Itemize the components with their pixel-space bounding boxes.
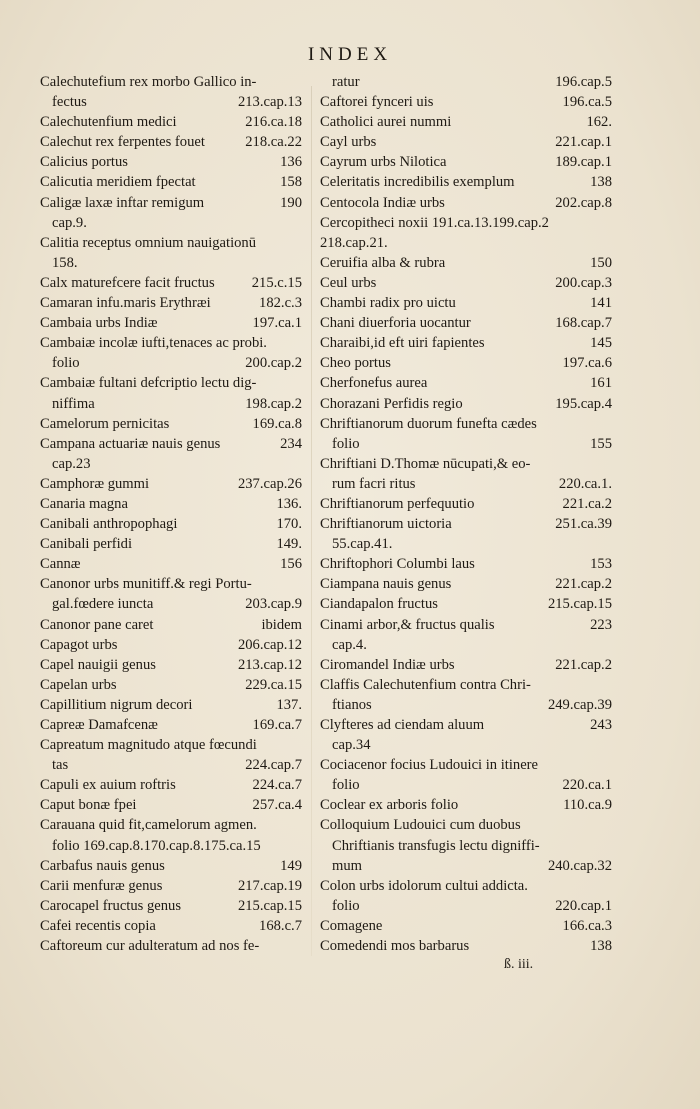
- entry-text: cap.4.: [332, 636, 367, 653]
- index-entry: [320, 635, 612, 655]
- entry-text: Capelan urbs: [40, 676, 117, 693]
- entry-text: Colloquium Ludouici cum duobus: [320, 817, 521, 834]
- index-entry: [40, 152, 302, 172]
- entry-page-ref: 220.ca.1.: [558, 475, 612, 492]
- entry-text: mum: [332, 857, 362, 874]
- entry-text: Capillitium nigrum decori: [40, 696, 193, 713]
- index-entry: [320, 253, 612, 273]
- entry-text: Chani diuerforia uocantur: [320, 315, 471, 332]
- index-entry: [320, 494, 612, 514]
- index-entry: [40, 836, 302, 856]
- index-entry: [40, 615, 302, 635]
- entry-page-ref: 216.ca.18: [245, 114, 302, 131]
- entry-text: Ceul urbs: [320, 274, 377, 291]
- entry-text: Chriftiani D.Thomæ nūcupati,& eo-: [320, 455, 531, 472]
- index-entry: [40, 675, 302, 695]
- entry-text: Chriftianis transfugis lectu digniffi-: [332, 837, 540, 854]
- index-entry: [320, 615, 612, 635]
- entry-page-ref: 156: [280, 556, 302, 573]
- entry-text: Calicutia meridiem fpectat: [40, 174, 196, 191]
- index-entry: [320, 353, 612, 373]
- entry-page-ref: 149.: [276, 536, 302, 553]
- index-entry: [40, 373, 302, 393]
- entry-text: Canonor pane caret: [40, 616, 154, 633]
- index-entry: [320, 213, 612, 233]
- entry-text: Canibali anthropophagi: [40, 516, 178, 533]
- entry-text: Calx maturefcere facit fructus: [40, 274, 215, 291]
- entry-text: 218.cap.21.: [320, 234, 388, 251]
- index-entry: [40, 72, 302, 92]
- index-entry: [320, 474, 612, 494]
- entry-text: gal.fœdere iuncta: [52, 596, 154, 613]
- entry-page-ref: 197.ca.6: [562, 355, 612, 372]
- entry-text: Chriftianorum perfequutio: [320, 495, 475, 512]
- entry-page-ref: 169.ca.8: [252, 415, 302, 432]
- entry-text: ftianos: [332, 696, 372, 713]
- entry-text: folio 169.cap.8.170.cap.8.175.ca.15: [52, 837, 261, 854]
- index-entry: [320, 856, 612, 876]
- entry-page-ref: 145: [590, 335, 612, 352]
- entry-page-ref: 224.cap.7: [245, 757, 302, 774]
- index-entry: [320, 655, 612, 675]
- entry-text: Capagot urbs: [40, 636, 118, 653]
- index-entry: [40, 936, 302, 956]
- entry-text: niffima: [52, 395, 95, 412]
- index-entry: [40, 313, 302, 333]
- index-entry: [320, 594, 612, 614]
- entry-page-ref: 162.: [586, 114, 612, 131]
- entry-text: cap.23: [52, 455, 91, 472]
- entry-text: Chorazani Perfidis regio: [320, 395, 463, 412]
- index-entry: [320, 293, 612, 313]
- entry-page-ref: 196.ca.5: [562, 94, 612, 111]
- entry-page-ref: 110.ca.9: [563, 797, 612, 814]
- index-entry: [40, 715, 302, 735]
- entry-text: Cambaiæ fultani defcriptio lectu dig-: [40, 375, 257, 392]
- entry-page-ref: 234: [280, 435, 302, 452]
- index-entry: [40, 92, 302, 112]
- entry-text: Cannæ: [40, 556, 81, 573]
- entry-text: Ciampana nauis genus: [320, 576, 452, 593]
- index-entry: [40, 775, 302, 795]
- entry-page-ref: 221.cap.2: [555, 576, 612, 593]
- entry-text: Catholici aurei nummi: [320, 114, 452, 131]
- entry-text: Camphoræ gummi: [40, 475, 150, 492]
- index-entry: [40, 353, 302, 373]
- entry-text: Cambaia urbs Indiæ: [40, 315, 158, 332]
- index-entry: [40, 815, 302, 835]
- index-entry: [320, 534, 612, 554]
- index-entry: [40, 735, 302, 755]
- index-entry: [320, 132, 612, 152]
- entry-text: 158.: [52, 254, 78, 271]
- index-entry: [320, 896, 612, 916]
- entry-text: Ciandapalon fructus: [320, 596, 438, 613]
- index-entry: [40, 233, 302, 253]
- index-entry: [40, 876, 302, 896]
- entry-text: cap.9.: [52, 214, 87, 231]
- index-entry: [320, 313, 612, 333]
- entry-text: Caligæ laxæ inftar remigum: [40, 194, 205, 211]
- entry-page-ref: 169.ca.7: [252, 717, 302, 733]
- entry-text: Capreatum magnitudo atque fœcundi: [40, 737, 257, 754]
- entry-text: Caput bonæ fpei: [40, 797, 137, 814]
- entry-text: 55.cap.41.: [332, 536, 393, 553]
- entry-text: Caftoreum cur adulteratum ad nos fe-: [40, 938, 260, 955]
- entry-text: Carbafus nauis genus: [40, 857, 165, 874]
- index-entry: [40, 474, 302, 494]
- index-entry: [320, 755, 612, 775]
- entry-text: Calechutenfium medici: [40, 114, 177, 131]
- entry-page-ref: 215.cap.15: [547, 596, 612, 613]
- entry-text: folio: [332, 435, 360, 452]
- page-title: INDEX: [307, 44, 393, 65]
- entry-text: Clyfteres ad ciendam aluum: [320, 717, 485, 733]
- index-entry: [320, 574, 612, 594]
- entry-page-ref: 249.cap.39: [547, 696, 612, 713]
- index-entry: [320, 876, 612, 896]
- entry-text: Claffis Calechutenfium contra Chri-: [320, 676, 531, 693]
- entry-text: Canibali perfidi: [40, 536, 132, 553]
- index-entry: [320, 193, 612, 213]
- entry-text: fectus: [52, 94, 87, 111]
- entry-text: Calechutefium rex morbo Gallico in-: [40, 74, 257, 90]
- entry-text: Cherfonefus aurea: [320, 375, 428, 392]
- entry-text: rum facri ritus: [332, 475, 416, 492]
- entry-text: Canaria magna: [40, 495, 128, 512]
- entry-page-ref: 168.cap.7: [555, 315, 612, 332]
- index-entry: [320, 112, 612, 132]
- signature-mark: ß. iii.: [504, 957, 534, 972]
- index-entry: [40, 514, 302, 534]
- entry-text: Camelorum pernicitas: [40, 415, 170, 432]
- entry-page-ref: 168.c.7: [259, 917, 302, 934]
- entry-page-ref: 229.ca.15: [245, 676, 302, 693]
- index-entry: [40, 655, 302, 675]
- entry-page-ref: 218.ca.22: [245, 134, 302, 151]
- entry-page-ref: 215.cap.15: [237, 897, 302, 914]
- index-entry: [40, 394, 302, 414]
- index-entry: [320, 936, 612, 956]
- index-entry: [320, 554, 612, 574]
- index-entry: [40, 856, 302, 876]
- index-entry: [320, 695, 612, 715]
- entry-text: Cafei recentis copia: [40, 917, 156, 934]
- index-entry: [320, 775, 612, 795]
- index-column-left: [40, 72, 302, 956]
- entry-page-ref: 221.cap.1: [555, 134, 612, 151]
- entry-text: Cheo portus: [320, 355, 391, 372]
- entry-text: Carocapel fructus genus: [40, 897, 182, 914]
- index-entry: [40, 795, 302, 815]
- index-entry: [40, 193, 302, 213]
- entry-page-ref: 200.cap.2: [245, 355, 302, 372]
- entry-text: Coclear ex arboris folio: [320, 797, 459, 814]
- entry-page-ref: 223: [590, 616, 612, 633]
- index-entry: [40, 574, 302, 594]
- entry-text: Carii menfuræ genus: [40, 877, 163, 894]
- entry-page-ref: 213.cap.12: [237, 656, 302, 673]
- entry-text: Cayrum urbs Nilotica: [320, 154, 447, 171]
- index-entry: [40, 554, 302, 574]
- index-entry: [40, 293, 302, 313]
- entry-page-ref: 136.: [276, 495, 302, 512]
- entry-text: Ceruifia alba & rubra: [320, 254, 446, 271]
- entry-page-ref: 206.cap.12: [237, 636, 302, 653]
- entry-page-ref: 202.cap.8: [555, 194, 612, 211]
- entry-text: Chambi radix pro uictu: [320, 295, 456, 312]
- index-entry: [320, 715, 612, 735]
- entry-page-ref: 195.cap.4: [555, 395, 612, 412]
- index-entry: [320, 735, 612, 755]
- entry-text: Cambaiæ incolæ iufti,tenaces ac probi.: [40, 335, 267, 352]
- entry-text: Ciromandel Indiæ urbs: [320, 656, 455, 673]
- index-entry: [40, 534, 302, 554]
- index-entry: [320, 414, 612, 434]
- index-entry: [320, 92, 612, 112]
- index-entry: [40, 132, 302, 152]
- index-entry: [40, 333, 302, 353]
- entry-page-ref: 153: [590, 556, 612, 573]
- entry-text: cap.34: [332, 737, 371, 754]
- entry-text: ratur: [332, 74, 360, 90]
- entry-page-ref: 137.: [276, 696, 302, 713]
- index-entry: [320, 333, 612, 353]
- index-entry: [40, 916, 302, 936]
- entry-page-ref: 138: [590, 938, 612, 955]
- entry-text: Calitia receptus omnium nauigationū: [40, 234, 257, 251]
- index-entry: [40, 172, 302, 192]
- entry-page-ref: 196.cap.5: [555, 74, 612, 90]
- index-entry: [40, 635, 302, 655]
- entry-text: Cociacenor focius Ludouici in itinere: [320, 757, 539, 774]
- entry-page-ref: 217.cap.19: [237, 877, 302, 894]
- entry-page-ref: 243: [590, 717, 612, 733]
- index-entry: [40, 253, 302, 273]
- index-entry: [320, 233, 612, 253]
- entry-text: folio: [52, 355, 80, 372]
- entry-page-ref: 251.ca.39: [555, 516, 612, 533]
- entry-text: folio: [332, 897, 360, 914]
- entry-page-ref: 166.ca.3: [562, 917, 612, 934]
- entry-page-ref: 237.cap.26: [237, 475, 302, 492]
- entry-page-ref: 138: [590, 174, 612, 191]
- entry-text: Calechut rex ferpentes fouet: [40, 134, 205, 151]
- index-entry: [40, 414, 302, 434]
- entry-text: Chriftianorum uictoria: [320, 516, 452, 533]
- index-entry: [320, 815, 612, 835]
- entry-text: folio: [332, 777, 360, 794]
- entry-page-ref: 220.ca.1: [562, 777, 612, 794]
- entry-text: Charaibi,id eft uiri fapientes: [320, 335, 485, 352]
- column-gutter: [311, 86, 312, 956]
- entry-page-ref: 155: [590, 435, 612, 452]
- index-entry: [40, 695, 302, 715]
- index-entry: [320, 916, 612, 936]
- index-entry: [320, 514, 612, 534]
- entry-text: Chriftophori Columbi laus: [320, 556, 475, 573]
- entry-page-ref: 150: [590, 254, 612, 271]
- index-entry: [320, 72, 612, 92]
- index-entry: [320, 172, 612, 192]
- index-entry: [40, 454, 302, 474]
- entry-text: Campana actuariæ nauis genus: [40, 435, 221, 452]
- entry-text: Colon urbs idolorum cultui addicta.: [320, 877, 528, 894]
- entry-text: Centocola Indiæ urbs: [320, 194, 445, 211]
- index-entry: [320, 373, 612, 393]
- entry-page-ref: 149: [280, 857, 302, 874]
- index-entry: [40, 494, 302, 514]
- index-entry: [320, 434, 612, 454]
- entry-page-ref: 141: [590, 295, 612, 312]
- entry-text: Camaran infu.maris Erythræi: [40, 295, 211, 312]
- entry-text: Canonor urbs munitiff.& regi Portu-: [40, 576, 252, 593]
- index-entry: [320, 394, 612, 414]
- entry-text: Celeritatis incredibilis exemplum: [320, 174, 515, 191]
- index-entry: [40, 896, 302, 916]
- entry-text: Comedendi mos barbarus: [320, 938, 470, 955]
- entry-page-ref: 240.cap.32: [547, 857, 612, 874]
- entry-page-ref: 257.ca.4: [252, 797, 302, 814]
- entry-text: Caftorei fynceri uis: [320, 94, 434, 111]
- entry-page-ref: 221.ca.2: [562, 495, 612, 512]
- entry-page-ref: 158: [280, 174, 302, 191]
- entry-text: Cayl urbs: [320, 134, 377, 151]
- entry-page-ref: 136: [280, 154, 302, 171]
- entry-text: Capreæ Damafcenæ: [40, 717, 158, 733]
- entry-text: tas: [52, 757, 69, 774]
- entry-text: Comagene: [320, 917, 383, 934]
- entry-page-ref: 182.c.3: [259, 295, 302, 312]
- index-entry: [40, 755, 302, 775]
- index-entry: [40, 434, 302, 454]
- index-entry: [40, 112, 302, 132]
- entry-page-ref: 215.c.15: [251, 274, 302, 291]
- entry-page-ref: 200.cap.3: [555, 274, 612, 291]
- index-entry: [320, 273, 612, 293]
- index-entry: [320, 795, 612, 815]
- index-entry: [320, 454, 612, 474]
- index-entry: [320, 836, 612, 856]
- entry-text: Cercopitheci noxii 191.ca.13.199.cap.2: [320, 214, 549, 231]
- index-entry: [320, 675, 612, 695]
- index-entry: [40, 594, 302, 614]
- entry-page-ref: 189.cap.1: [555, 154, 612, 171]
- entry-text: Carauana quid fit,camelorum agmen.: [40, 817, 257, 834]
- entry-page-ref: 197.ca.1: [252, 315, 302, 332]
- entry-page-ref: 224.ca.7: [252, 777, 302, 794]
- entry-text: Calicius portus: [40, 154, 128, 171]
- entry-page-ref: 190: [280, 194, 302, 211]
- index-column-right: [320, 72, 612, 956]
- entry-text: Capel nauigii genus: [40, 656, 156, 673]
- entry-page-ref: 170.: [276, 516, 302, 533]
- entry-page-ref: 198.cap.2: [245, 395, 302, 412]
- entry-page-ref: ibidem: [261, 616, 302, 633]
- entry-text: Cinami arbor,& fructus qualis: [320, 616, 495, 633]
- entry-text: Chriftianorum duorum funefta cædes: [320, 415, 537, 432]
- index-entry: [40, 273, 302, 293]
- entry-text: Capuli ex auium roftris: [40, 777, 176, 794]
- entry-page-ref: 161: [590, 375, 612, 392]
- entry-page-ref: 213.cap.13: [237, 94, 302, 111]
- index-entry: [320, 152, 612, 172]
- entry-page-ref: 203.cap.9: [245, 596, 302, 613]
- entry-page-ref: 221.cap.2: [555, 656, 612, 673]
- entry-page-ref: 220.cap.1: [555, 897, 612, 914]
- index-entry: [40, 213, 302, 233]
